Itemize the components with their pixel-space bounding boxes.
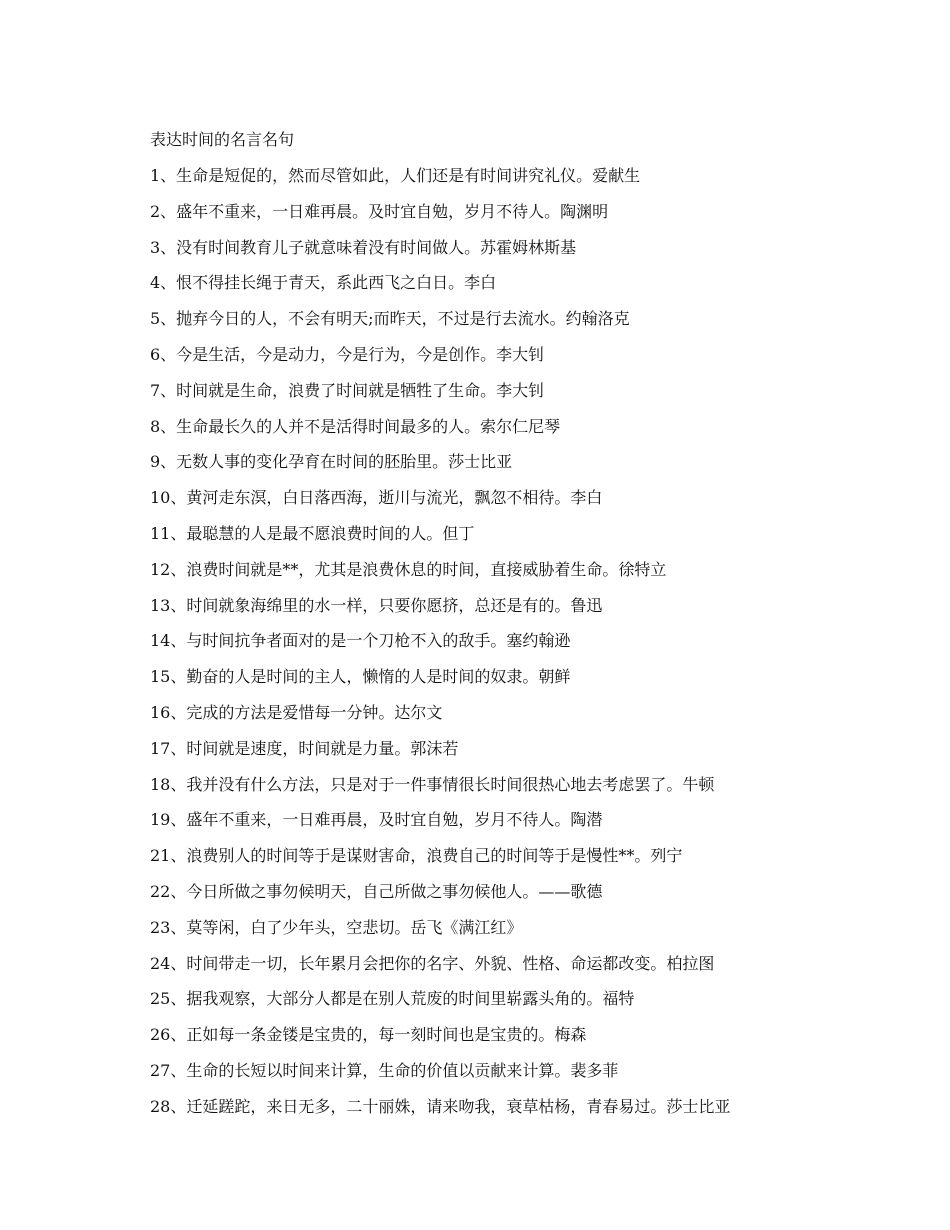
quote-line: 16、完成的方法是爱惜每一分钟。达尔文	[150, 702, 443, 722]
quote-list	[150, 158, 870, 1125]
document-title: 表达时间的名言名句	[150, 130, 295, 149]
quote-line: 26、正如每一条金镂是宝贵的，每一刻时间也是宝贵的。梅森	[150, 1025, 587, 1045]
quote-line: 21、浪费别人的时间等于是谋财害命，浪费自己的时间等于是慢性**。列宁	[150, 846, 683, 866]
quote-line: 10、黄河走东溟，白日落西海，逝川与流光，飘忽不相待。李白	[150, 488, 603, 508]
quote-line: 27、生命的长短以时间来计算，生命的价值以贡献来计算。裴多菲	[150, 1060, 619, 1080]
quote-line: 18、我并没有什么方法，只是对于一件事情很长时间很热心地去考虑罢了。牛顿	[150, 774, 715, 794]
quote-line: 28、迁延蹉跎，来日无多，二十丽姝，请来吻我，衰草枯杨，青春易过。莎士比亚	[150, 1096, 731, 1116]
quote-line: 13、时间就象海绵里的水一样，只要你愿挤，总还是有的。鲁迅	[150, 595, 603, 615]
quote-line: 14、与时间抗争者面对的是一个刀枪不入的敌手。塞约翰逊	[150, 631, 571, 651]
quote-line: 5、抛弃今日的人，不会有明天;而昨天，不过是行去流水。约翰洛克	[150, 309, 630, 329]
quote-line: 3、没有时间教育儿子就意味着没有时间做人。苏霍姆林斯基	[150, 237, 577, 257]
quote-line: 15、勤奋的人是时间的主人，懒惰的人是时间的奴隶。朝鲜	[150, 667, 571, 687]
quote-line: 9、无数人事的变化孕育在时间的胚胎里。莎士比亚	[150, 452, 513, 472]
quote-line: 1、生命是短促的，然而尽管如此，人们还是有时间讲究礼仪。爱献生	[150, 166, 641, 185]
quote-line: 7、时间就是生命，浪费了时间就是牺牲了生命。李大钊	[150, 380, 545, 400]
quote-line: 8、生命最长久的人并不是活得时间最多的人。索尔仁尼琴	[150, 416, 561, 436]
quote-line: 24、时间带走一切，长年累月会把你的名字、外貌、性格、命运都改变。柏拉图	[150, 953, 715, 973]
quote-line: 19、盛年不重来，一日难再晨，及时宜自勉，岁月不待人。陶潜	[150, 810, 603, 830]
document-content	[150, 122, 870, 1125]
quote-line: 22、今日所做之事勿候明天，自己所做之事勿候他人。——歌德	[150, 881, 603, 901]
quote-line: 11、最聪慧的人是最不愿浪费时间的人。但丁	[150, 523, 475, 543]
quote-line: 12、浪费时间就是**，尤其是浪费休息的时间，直接威胁着生命。徐特立	[150, 559, 667, 579]
quote-line: 17、时间就是速度，时间就是力量。郭沫若	[150, 738, 459, 758]
quote-line: 2、盛年不重来，一日难再晨。及时宜自勉，岁月不待人。陶渊明	[150, 201, 609, 221]
quote-line: 23、莫等闲，白了少年头，空悲切。岳飞《满江红》	[150, 917, 523, 937]
quote-line: 6、今是生活，今是动力，今是行为，今是创作。李大钊	[150, 344, 545, 364]
quote-line: 25、据我观察，大部分人都是在别人荒废的时间里崭露头角的。福特	[150, 989, 635, 1009]
quote-line: 4、恨不得挂长绳于青天，系此西飞之白日。李白	[150, 273, 497, 293]
